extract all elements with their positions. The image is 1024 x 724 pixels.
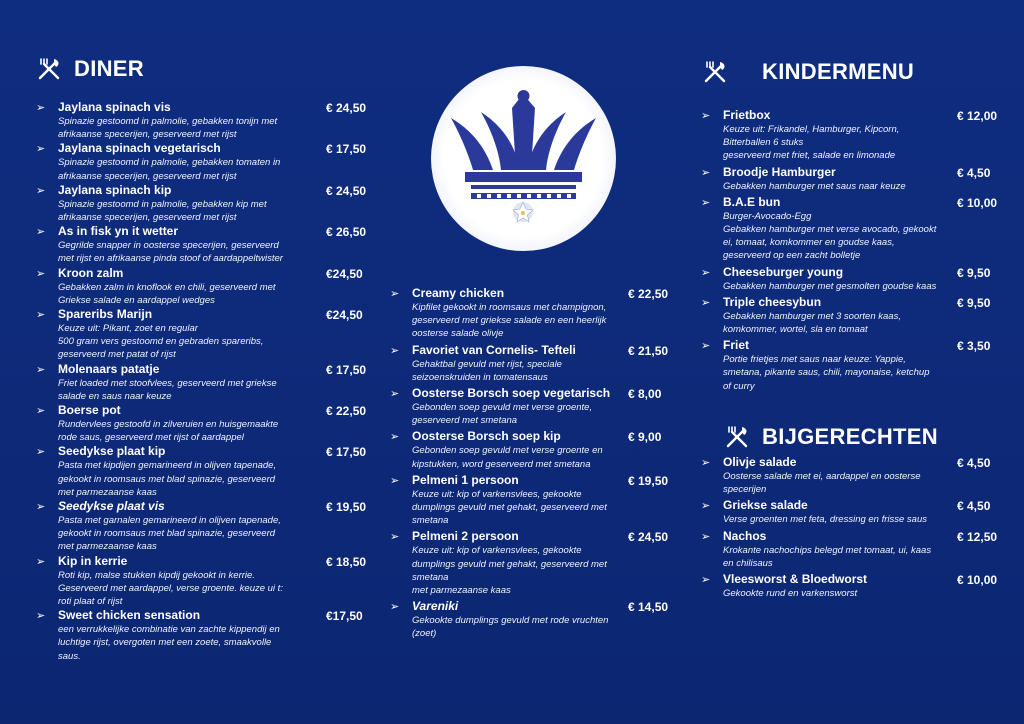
menu-item [36,499,376,554]
menu-item-description: oosterse salade olivje [412,328,504,340]
arrow-bullet-icon: ➢ [36,610,46,623]
menu-item [36,608,376,663]
cutlery-icon [702,59,728,85]
menu-item-description: Bitterballen 6 stuks [723,137,804,149]
arrow-bullet-icon: ➢ [36,184,46,197]
arrow-bullet-icon: ➢ [390,344,400,357]
menu-item-description: smetana, pikante saus, chili, mayonaise, ketchup [723,367,930,379]
menu-item-description: luchtige rijst, overgoten met een zoete, smaakvolle [58,637,272,649]
menu-item-description: Keuze uit: Frikandel, Hamburger, Kipcorn, [723,124,900,135]
menu-item-description: Gebakken hamburger met 3 soorten kaas, [723,310,901,322]
menu-item [390,343,680,384]
menu-item-name: Cheeseburger young [723,264,844,279]
menu-item-description: Spinazie gestoomd in palmolie, gebakken tonijn met [58,116,278,127]
menu-item-name: Kip in kerrie [58,553,128,568]
menu-item-name: Griekse salade [723,498,808,513]
menu-item-description: seizoenskruiden in tomatensaus [412,371,548,383]
menu-item-description: geserveerd met griekse salade en een heerlijk [412,315,607,327]
menu-item-price: € 4,50 [957,499,991,514]
menu-item-name: Spareribs Marijn [58,307,153,322]
menu-item [390,529,680,597]
menu-item-name: Jaylana spinach vis [58,100,171,114]
menu-item-description: Spinazie gestoomd in palmolie, gebakken tomaten in [58,157,281,169]
arrow-bullet-icon: ➢ [701,500,711,513]
menu-item-price: € 3,50 [957,339,991,354]
menu-item-name: As in fisk yn it wetter [58,224,179,239]
menu-item [701,455,1006,496]
menu-item-price: € 17,50 [326,142,367,157]
menu-item [36,554,376,609]
bijgerechten-title: BIJGERECHTEN [762,424,938,449]
menu-item-description: Pasta met garnalen gemarineerd in olijven tapenade, [58,515,281,527]
menu-item-price: € 21,50 [628,343,669,358]
menu-item-name: Broodje Hamburger [723,164,836,179]
arrow-bullet-icon: ➢ [36,267,46,280]
menu-item [390,473,680,528]
menu-item [390,599,680,640]
arrow-bullet-icon: ➢ [36,405,46,418]
menu-item-description: specerijen [723,484,767,496]
arrow-bullet-icon: ➢ [701,266,711,279]
menu-item-price: € 22,50 [326,404,367,419]
menu-item [701,265,1006,293]
menu-item-description: met rijst en afrikaanse pinda stoof of aardappeltwister [58,253,283,265]
menu-item-description: Verse groenten met feta, dressing en frisse saus [723,514,928,526]
menu-item-description: Griekse salade en aardappel wedges [58,294,215,306]
menu-item-description: een verrukkelijke combinatie van zachte kippendij en [58,624,280,636]
menu-item [701,165,1006,193]
bijgerechten-heading [724,424,938,450]
menu-item [701,108,1006,163]
arrow-bullet-icon: ➢ [390,388,400,401]
cutlery-icon [724,424,750,450]
menu-item [36,362,376,403]
menu-item-description: Gebakken zalm in knoflook en chili, geserveerd met [58,281,276,293]
menu-item-name: Oosterse Borsch soep kip [412,429,561,444]
menu-item-price: € 9,50 [957,265,991,280]
menu-item-name: Triple cheesybun [723,294,822,309]
menu-item-price: € 14,50 [628,600,669,615]
menu-item-description: Geserveerd met aardappel, verse groente. keuze ui t: [58,582,283,594]
menu-item-price: € 17,50 [326,445,367,460]
menu-item-name: Sweet chicken sensation [58,608,201,623]
menu-item-name: Jaylana spinach kip [58,182,172,197]
menu-item [36,100,376,141]
menu-item-description: Portie frietjes met saus naar keuze: Yappie, [723,354,906,366]
menu-item-description: Spinazie gestoomd in palmolie, gebakken kip met [58,198,267,210]
menu-item [390,286,680,341]
arrow-bullet-icon: ➢ [701,457,711,469]
menu-item-description: geserveerd met patat of rijst [58,349,176,361]
arrow-bullet-icon: ➢ [36,501,46,514]
menu-item [701,572,1006,600]
diner-title: DINER [74,56,144,81]
menu-item-description: Gebakken hamburger met saus naar keuze [723,180,906,192]
menu-item-description: Gebakken hamburger met gesmolten goudse kaas [723,280,937,292]
menu-item-description: met parmezaanse kaas [58,486,157,498]
menu-item-name: Favoriet van Cornelis- Tefteli [412,342,576,357]
menu-item-description: geserveerd met friet, salade en limonade [723,150,896,162]
menu-item-name: Molenaars patatje [58,361,160,376]
menu-item-price: € 19,50 [326,500,367,515]
arrow-bullet-icon: ➢ [701,296,711,309]
menu-item-name: Creamy chicken [412,286,505,300]
menu-item-description: rode saus, geserveerd met rijst of aardappel [58,432,244,444]
arrow-bullet-icon: ➢ [390,601,400,614]
kindermenu-title: KINDERMENU [762,59,915,84]
menu-item [701,529,1006,570]
menu-item [36,444,376,499]
kindermenu-column [701,108,1006,395]
flower-icon [513,202,533,222]
menu-item-description: Gekookte dumplings gevuld met rode vruchten [412,615,609,627]
menu-item-price: € 9,00 [628,430,662,445]
menu-item-description: Roti kip, malse stukken kipdij gekookt in kerrie. [58,569,255,581]
menu-item-price: € 24,50 [326,183,367,198]
menu-item-description: Gegrilde snapper in oosterse specerijen, geserveerd [58,240,279,252]
menu-item-price: € 9,50 [957,295,991,310]
arrow-bullet-icon: ➢ [390,431,400,444]
menu-item-price: € 18,50 [326,554,367,569]
menu-item-price: € 4,50 [957,165,991,180]
menu-item-description: Krokante nachochips belegd met tomaat, ui, kaas [723,544,932,556]
menu-item-description: dumplings gevuld met gehakt, geserveerd met [412,502,607,514]
arrow-bullet-icon: ➢ [36,363,46,376]
menu-item-description: Gekookte rund en varkensworst [723,588,858,600]
menu-item-name: Olivje salade [723,455,797,469]
menu-item [36,403,376,444]
menu-item-description: Kipfilet gekookt in roomsaus met champignon, [412,302,607,313]
menu-item [701,338,1006,393]
menu-item-price: € 26,50 [326,225,367,240]
arrow-bullet-icon: ➢ [701,196,711,209]
crown-icon [431,66,616,251]
menu-item-name: Boerse pot [58,403,121,418]
menu-item-price: € 12,00 [957,109,998,123]
menu-item-description: ei, tomaat, komkommer en goudse kaas, [723,237,895,249]
menu-item-name: Kroon zalm [58,265,124,280]
menu-item-description: met parmezaanse kaas [58,541,157,553]
arrow-bullet-icon: ➢ [701,340,711,353]
menu-item-name: Vareniki [412,599,459,614]
menu-item-description: roti plaat of rijst [58,596,123,608]
menu-item-name: Jaylana spinach vegetarisch [58,141,221,156]
menu-item-description: (zoet) [412,628,437,640]
menu-item-description: Keuze uit: kip of varkensvlees, gekookte [412,488,582,500]
menu-item-price: € 4,50 [957,456,991,470]
menu-item-name: Pelmeni 1 persoon [412,472,519,487]
menu-item-name: Seedykse plaat vis [58,499,165,514]
menu-item-name: Oosterse Borsch soep vegetarisch [412,386,611,401]
menu-item-price: € 8,00 [628,387,662,402]
menu-item [36,307,376,362]
menu-item-description: afrikaanse specerijen, geserveerd met rijst [58,129,237,141]
crown-logo [431,66,616,251]
arrow-bullet-icon: ➢ [701,110,711,122]
menu-item-description: dumplings gevuld met gehakt, geserveerd met [412,558,607,570]
menu-item-price: €17,50 [326,609,363,624]
menu-item-name: Nachos [723,528,767,543]
cutlery-icon [36,56,62,82]
arrow-bullet-icon: ➢ [36,309,46,322]
menu-item-description: Friet loaded met stoofvlees, geserveerd met griekse [58,377,277,389]
menu-item-description: saus. [58,650,81,662]
diner-left-column [36,100,376,663]
arrow-bullet-icon: ➢ [701,574,711,587]
menu-item [701,498,1006,526]
menu-item-name: Friet [723,338,750,353]
menu-item-price: € 24,50 [326,101,367,115]
menu-item-price: €24,50 [326,308,363,323]
menu-item-name: Pelmeni 2 persoon [412,529,519,544]
arrow-bullet-icon: ➢ [36,143,46,156]
menu-item-description: Pasta met kipdijen gemarineerd in olijven tapenade, [58,460,277,472]
arrow-bullet-icon: ➢ [36,102,46,114]
menu-item [390,429,680,470]
menu-item-description: Keuze uit: kip of varkensvlees, gekookte [412,545,582,557]
menu-item [36,141,376,182]
menu-item-description: Gebonden soep gevuld met verse groente, [412,402,593,414]
menu-item [36,183,376,224]
menu-item-price: € 10,00 [957,195,998,210]
menu-item-description: Oosterse salade met ei, aardappel en oosterse [723,471,921,482]
arrow-bullet-icon: ➢ [390,288,400,300]
menu-item-description: smetana [412,515,449,527]
arrow-bullet-icon: ➢ [390,531,400,544]
menu-item [701,195,1006,263]
arrow-bullet-icon: ➢ [701,530,711,543]
menu-item-name: Vleesworst & Bloedworst [723,572,868,587]
menu-item-description: en chilisaus [723,557,773,569]
menu-item-description: Rundervlees gestoofd in zilveruien en huisgemaakte [58,419,279,431]
menu-item-description: Gehaktbal gevuld met rijst, speciale [412,358,562,370]
menu-item-description: geserveerd met smetana [412,415,518,427]
menu-item-description: smetana [412,571,449,583]
menu-item-price: € 12,50 [957,529,998,544]
menu-item-description: geserveerd op een zacht bolletje [723,250,861,262]
menu-item-price: € 10,00 [957,573,998,588]
menu-item-description: 500 gram vers gestoomd en gebraden spareribs, [58,336,264,348]
arrow-bullet-icon: ➢ [36,446,46,459]
menu-item-description: salade en saus naar keuze [58,390,172,402]
arrow-bullet-icon: ➢ [390,474,400,487]
menu-item-description: Gebonden soep gevuld met verse groente en [412,445,603,457]
menu-item-price: €24,50 [326,266,363,281]
bijgerechten-column [701,455,1006,602]
menu-item-description: afrikaanse specerijen, geserveerd met rijst [58,212,237,224]
menu-item-description: kipstukken, word geserveerd met smetana [412,458,591,470]
menu-item-name: B.A.E bun [723,194,781,209]
menu-item-description: afrikaanse specerijen, geserveerd met rijst [58,170,237,182]
kindermenu-heading [702,59,914,85]
diner-middle-column [390,286,680,643]
arrow-bullet-icon: ➢ [36,555,46,568]
menu-item [390,386,680,427]
menu-item [36,266,376,307]
arrow-bullet-icon: ➢ [36,226,46,239]
menu-item-description: Keuze uit: Pikant, zoet en regular [58,323,198,335]
menu-item-price: € 17,50 [326,362,367,377]
menu-item-price: € 19,50 [628,473,669,488]
menu-item-name: Seedykse plaat kip [58,444,166,459]
menu-item-description: gekookt in roomsaus met blad spinazie, geserveerd [58,473,276,485]
menu-item-description: Gebakken hamburger met verse avocado, gekookt [723,224,937,236]
menu-item-description: met parmezaanse kaas [412,585,511,597]
menu-item-name: Frietbox [723,108,771,122]
menu-item-price: € 24,50 [628,530,669,545]
menu-item-price: € 22,50 [628,287,669,301]
menu-item-description: gekookt in roomsaus met blad spinazie, geserveerd [58,528,276,540]
menu-item-description: of curry [723,380,755,392]
arrow-bullet-icon: ➢ [701,166,711,179]
menu-item-description: Burger-Avocado-Egg [723,210,812,222]
menu-item [701,295,1006,336]
diner-heading [36,56,144,82]
menu-item-description: komkommer, wortel, sla en tomaat [723,324,868,336]
menu-item [36,224,376,265]
